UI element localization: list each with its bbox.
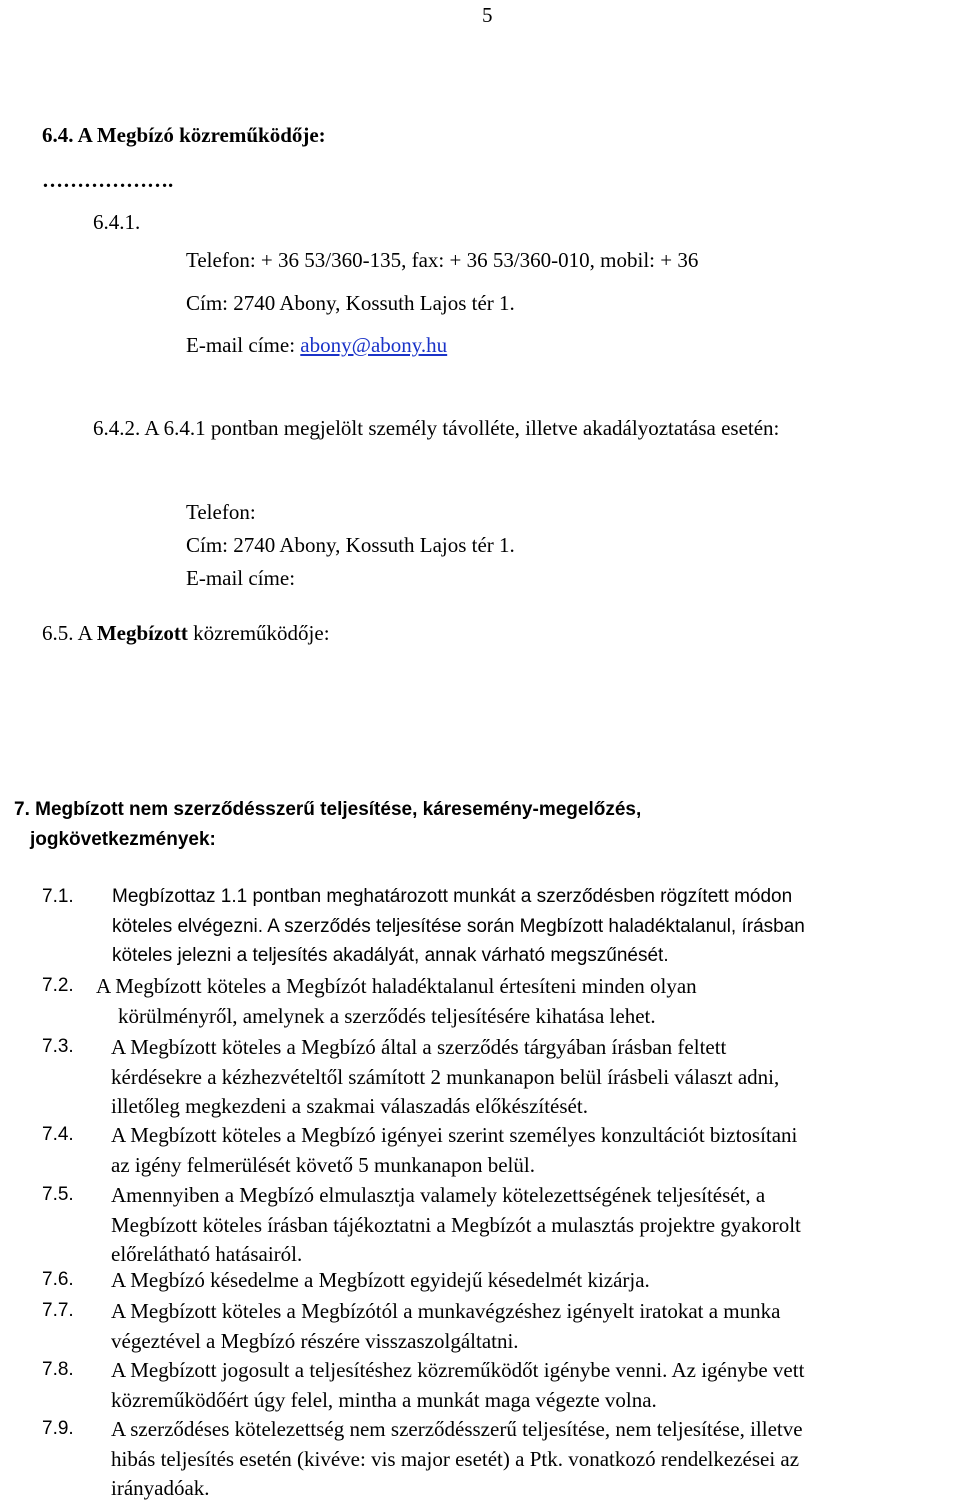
item-text-line: A szerződéses kötelezettség nem szerződésszerű teljesítése, nem teljesítése, illetve — [111, 1417, 803, 1441]
item-number: 7.9. — [42, 1418, 74, 1439]
item-text-line: hibás teljesítés esetén (kivéve: vis major esetét) a Ptk. vonatkozó rendelkezései az — [111, 1446, 800, 1471]
item-6-4-2-email: E-mail címe: — [186, 566, 296, 590]
item-text-line: illetőleg megkezdeni a szakmai válaszadás előkészítését. — [111, 1094, 588, 1118]
item-6-4-2-phone: Telefon: — [186, 500, 256, 524]
item-6-4-1-email-row — [186, 335, 447, 356]
item-text-line: A Megbízó késedelme a Megbízott egyidejű késedelmét kizárja. — [111, 1268, 650, 1292]
item-6-4-2-address: Cím: 2740 Abony, Kossuth Lajos tér 1. — [186, 533, 515, 557]
item-text-line: A Megbízott jogosult a teljesítéshez közreműködőt igénybe venni. Az igénybe vett — [111, 1358, 805, 1382]
item-number: 7.3. — [42, 1036, 74, 1057]
item-text-line: Megbízottaz 1.1 pontban meghatározott munkát a szerződésben rögzített módon — [112, 886, 793, 907]
item-text-line: A Megbízott köteles a Megbízó igényei szerint személyes konzultációt biztosítani — [111, 1123, 798, 1147]
item-6-4-1-address: Cím: 2740 Abony, Kossuth Lajos tér 1. — [186, 291, 515, 315]
placeholder-dots: ………………. — [42, 168, 174, 192]
item-text-line: A Megbízott köteles a Megbízótól a munkavégzéshez igényelt iratokat a munka — [111, 1299, 781, 1323]
item-number: 7.2. — [42, 975, 74, 996]
item-6-4-2-text: 6.4.2. A 6.4.1 pontban megjelölt személy távolléte, illetve akadályoztatása esetén: — [93, 416, 780, 440]
item-text-line: Megbízott köteles írásban tájékoztatni a Megbízót a mulasztás projektre gyakorolt — [111, 1212, 801, 1237]
item-text-line: körülményről, amelynek a szerződés teljesítésére kihatása lehet. — [118, 1003, 656, 1028]
item-number: 7.6. — [42, 1269, 74, 1290]
item-number: 7.1. — [42, 886, 74, 907]
page-number: 5 — [482, 3, 493, 27]
item-number: 7.8. — [42, 1359, 74, 1380]
section-6-5-prefix: 6.5. A — [42, 621, 97, 645]
item-text-line: közreműködőért úgy felel, mintha a munkát maga végezte volna. — [111, 1387, 657, 1412]
section-7-heading-line1: 7. Megbízott nem szerződésszerű teljesítése, káresemény-megelőzés, — [14, 799, 642, 820]
email-label: E-mail címe: — [186, 333, 301, 357]
item-number: 7.7. — [42, 1300, 74, 1321]
section-6-5-bold: Megbízott — [96, 621, 188, 645]
item-6-4-1-phone: Telefon: + 36 53/360-135, fax: + 36 53/360-010, mobil: + 36 — [186, 248, 699, 272]
item-text-line: előrelátható hatásairól. — [111, 1242, 303, 1266]
item-text-line: irányadóak. — [111, 1476, 210, 1500]
item-text-line: Amennyiben a Megbízó elmulasztja valamely kötelezettségének teljesítését, a — [111, 1183, 766, 1207]
item-text-line: végeztével a Megbízó részére visszaszolgáltatni. — [111, 1328, 519, 1353]
section-6-4-title: 6.4. A Megbízó közreműködője: — [42, 123, 326, 147]
section-6-5-title — [42, 623, 330, 644]
email-link[interactable]: abony@abony.hu — [300, 333, 448, 357]
item-6-4-1-number: 6.4.1. — [93, 210, 141, 234]
section-7-heading-line2: jogkövetkezmények: — [30, 829, 216, 850]
item-text-line: köteles jelezni a teljesítés akadályát, annak várható megszűnését. — [112, 945, 669, 966]
item-text-line: köteles elvégezni. A szerződés teljesítése során Megbízott haladéktalanul, írásban — [112, 915, 805, 937]
item-text-line: A Megbízott köteles a Megbízót haladéktalanul értesíteni minden olyan — [96, 974, 697, 998]
item-number: 7.4. — [42, 1124, 74, 1145]
item-text-line: A Megbízott köteles a Megbízó által a szerződés tárgyában írásban feltett — [111, 1035, 727, 1059]
item-text-line: az igény felmerülését követő 5 munkanapon belül. — [111, 1152, 535, 1177]
section-6-5-suffix: közreműködője: — [187, 621, 330, 645]
item-number: 7.5. — [42, 1184, 74, 1205]
item-text-line: kérdésekre a kézhezvételtől számított 2 munkanapon belül írásbeli választ adni, — [111, 1064, 780, 1089]
